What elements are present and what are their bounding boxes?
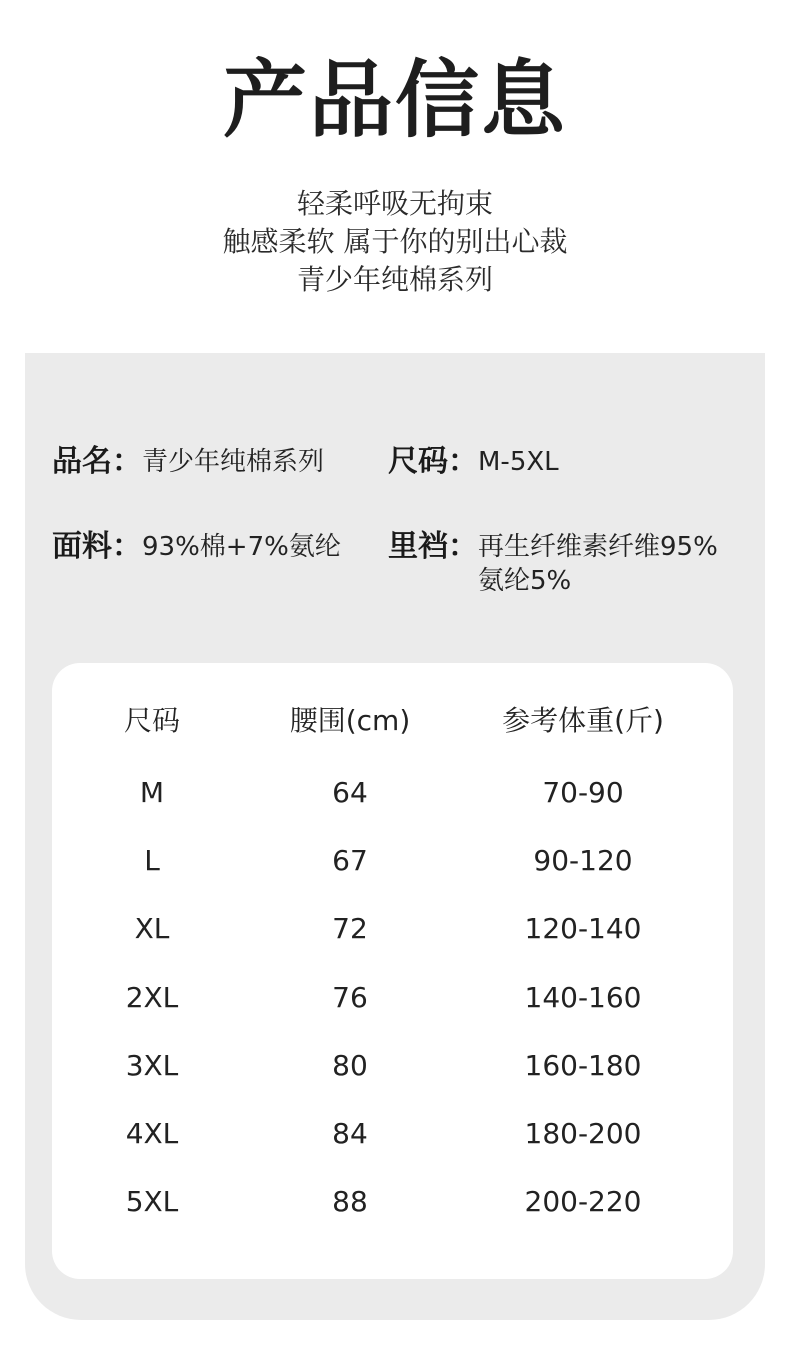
- spec-lining-value: [478, 530, 748, 598]
- subtitle-line-1: 轻柔呼吸无拘束: [296, 187, 493, 220]
- table-cell-weight: 90-120: [533, 844, 633, 878]
- spec-product-name-label: 品名：: [52, 444, 142, 479]
- table-cell-size: XL: [134, 912, 170, 946]
- table-cell-weight: 200-220: [524, 1185, 642, 1219]
- table-header-weight: 参考体重(斤): [502, 704, 664, 737]
- table-cell-waist: 67: [332, 844, 368, 878]
- table-cell-weight: 70-90: [542, 776, 624, 809]
- spec-fabric-label: 面料：: [52, 529, 142, 564]
- table-cell-weight: 120-140: [524, 912, 642, 946]
- spec-lining-label: 里裆：: [388, 529, 478, 564]
- spec-lining-value-line-2: 氨纶5%: [478, 566, 572, 596]
- spec-fabric: [52, 530, 341, 565]
- spec-product-name-value: 青少年纯棉系列: [142, 447, 325, 477]
- table-cell-weight: 180-200: [524, 1117, 642, 1150]
- table-cell-size: 2XL: [125, 980, 179, 1014]
- page-title: 产品信息: [222, 51, 567, 149]
- spec-lining: [388, 530, 768, 598]
- spec-size-range-label: 尺码：: [388, 444, 478, 479]
- table-cell-size: 5XL: [125, 1185, 179, 1219]
- table-cell-weight: 140-160: [524, 980, 642, 1014]
- subtitle-line-3: 青少年纯棉系列: [296, 263, 493, 296]
- spec-product-name: [52, 445, 324, 480]
- table-cell-waist: 72: [332, 912, 368, 946]
- table-cell-waist: 64: [332, 776, 368, 809]
- spec-size-range-value: M-5XL: [478, 447, 559, 477]
- table-cell-waist: 88: [332, 1185, 368, 1219]
- table-cell-waist: 84: [332, 1117, 368, 1150]
- table-cell-size: M: [139, 776, 165, 809]
- table-cell-waist: 76: [332, 980, 368, 1014]
- table-header-waist: 腰围(cm): [289, 704, 411, 737]
- subtitle-line-2: 触感柔软 属于你的别出心裁: [222, 225, 568, 258]
- spec-fabric-value: 93%棉+7%氨纶: [142, 532, 341, 562]
- spec-size-range: [388, 445, 559, 480]
- table-cell-size: 3XL: [125, 1048, 179, 1082]
- spec-lining-value-line-1: 再生纤维素纤维95%: [478, 532, 718, 562]
- table-cell-waist: 80: [332, 1048, 368, 1082]
- table-cell-size: L: [144, 844, 160, 878]
- table-cell-size: 4XL: [125, 1117, 179, 1150]
- table-cell-weight: 160-180: [524, 1048, 642, 1082]
- table-header-size: 尺码: [123, 704, 180, 737]
